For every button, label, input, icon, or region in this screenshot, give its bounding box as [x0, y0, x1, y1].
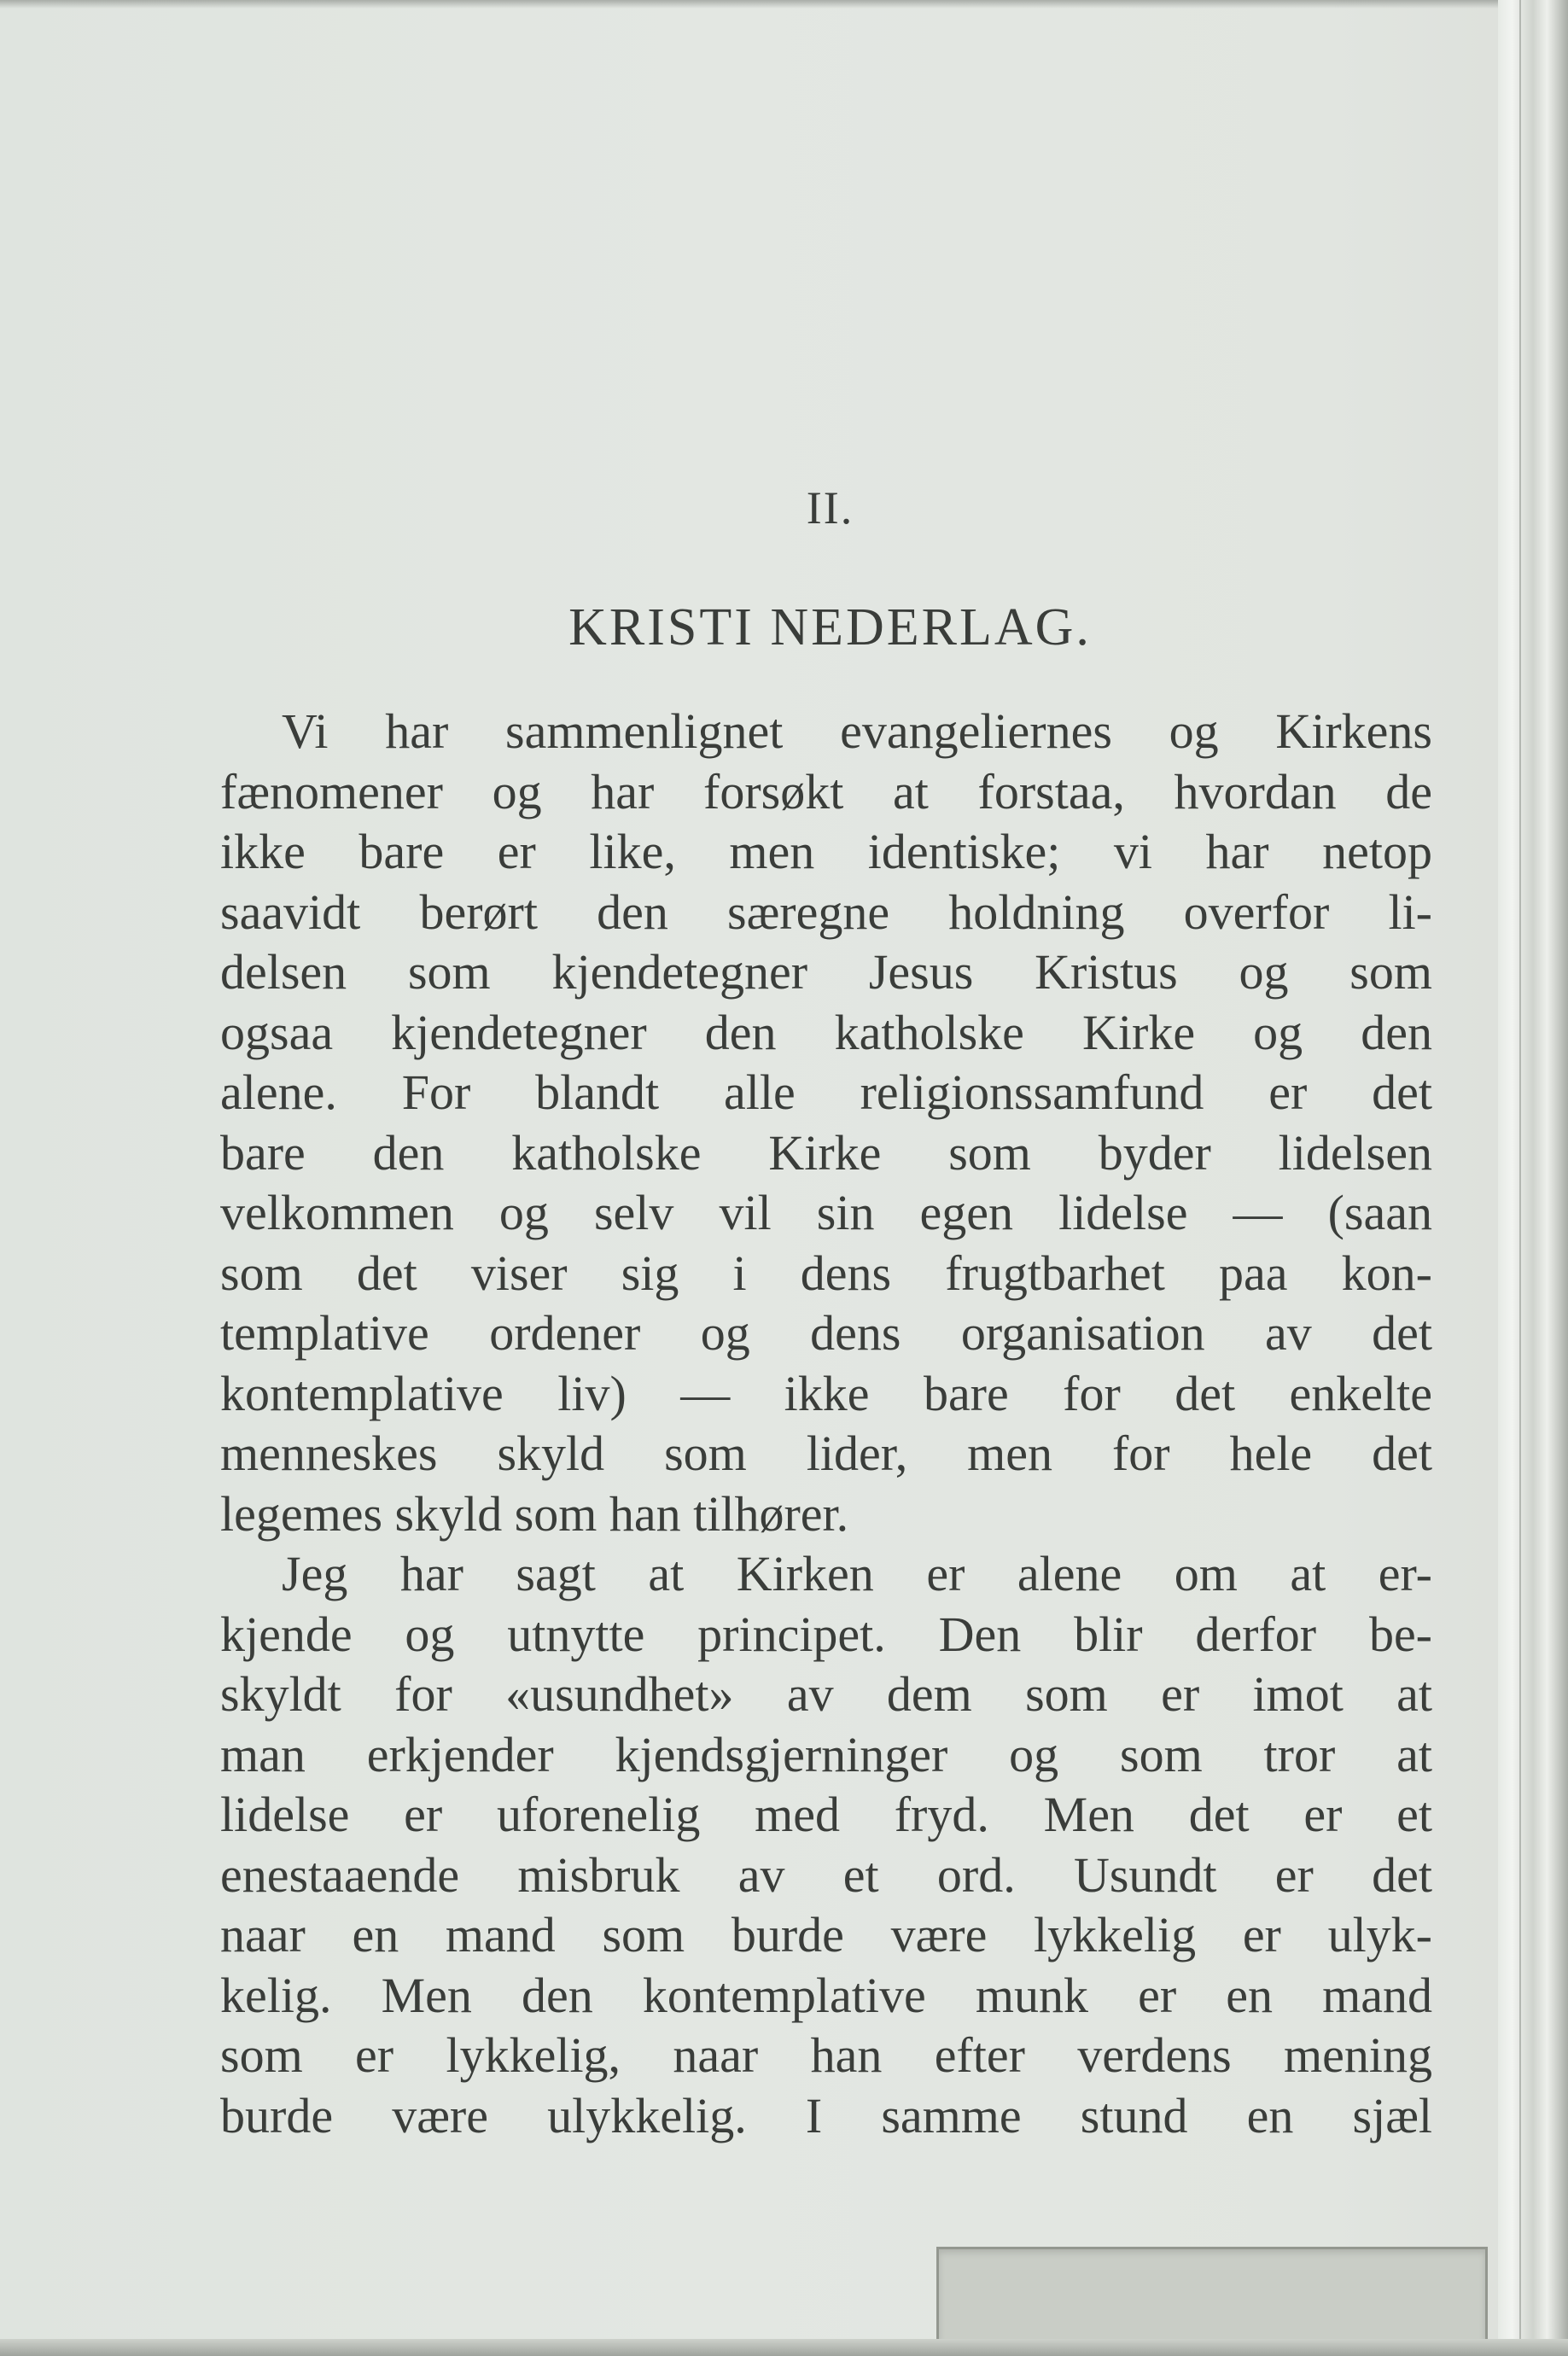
text-line: bare den katholske Kirke som byder lidelsen — [220, 1124, 1432, 1181]
text-line: velkommen og selv vil sin egen lidelse — (saan — [220, 1185, 1432, 1240]
top-shadow — [0, 0, 1568, 9]
text-line: Vi har sammenlignet evangeliernes og Kirkens — [282, 703, 1432, 759]
text-line: naar en mand som burde være lykkelig er ulyk- — [220, 1907, 1432, 1962]
text-line: kelig. Men den kontemplative munk er en mand — [220, 1967, 1432, 2023]
text-line: alene. For blandt alle religionssamfund er det — [220, 1064, 1432, 1120]
text-line: templative ordener og dens organisation av det — [220, 1305, 1432, 1361]
bottom-shadow — [0, 2339, 1568, 2356]
text-line: som det viser sig i dens frugtbarhet paa kon- — [220, 1245, 1432, 1301]
text-line: saavidt berørt den særegne holdning overfor li- — [220, 884, 1432, 940]
text-line: lidelse er uforenelig med fryd. Men det er et — [220, 1787, 1432, 1842]
text-line: kontemplative liv) — ikke bare for det enkelte — [220, 1365, 1432, 1421]
text-line: ikke bare er like, men identiske; vi har netop — [220, 824, 1432, 879]
text-line: legemes skyld som han tilhører. — [220, 1485, 849, 1542]
text-line: kjende og utnytte principet. Den blir derfor be- — [220, 1606, 1432, 1662]
page-edge — [1498, 0, 1568, 2356]
chapter-number: II. — [806, 482, 854, 534]
page-edge-line — [1519, 0, 1521, 2356]
text-line: fænomener og har forsøkt at forstaa, hvordan de — [220, 763, 1432, 819]
text-line: menneskes skyld som lider, men for hele det — [220, 1426, 1432, 1481]
text-line: skyldt for «usundhet» av dem som er imot at — [220, 1666, 1432, 1722]
text-line: ogsaa kjendetegner den katholske Kirke og den — [220, 1004, 1432, 1060]
text-line: enestaaende misbruk av et ord. Usundt er det — [220, 1846, 1432, 1903]
text-line: Jeg har sagt at Kirken er alene om at er- — [282, 1546, 1432, 1601]
text-line: burde være ulykkelig. I samme stund en sjæl — [220, 2087, 1432, 2143]
chapter-title: KRISTI NEDERLAG. — [568, 598, 1092, 656]
text-line: delsen som kjendetegner Jesus Kristus og som — [220, 944, 1432, 1000]
body-text — [220, 702, 1432, 2146]
text-line: man erkjender kjendsgjerninger og som tror at — [220, 1726, 1432, 1782]
text-line: som er lykkelig, naar han efter verdens mening — [220, 2027, 1432, 2083]
